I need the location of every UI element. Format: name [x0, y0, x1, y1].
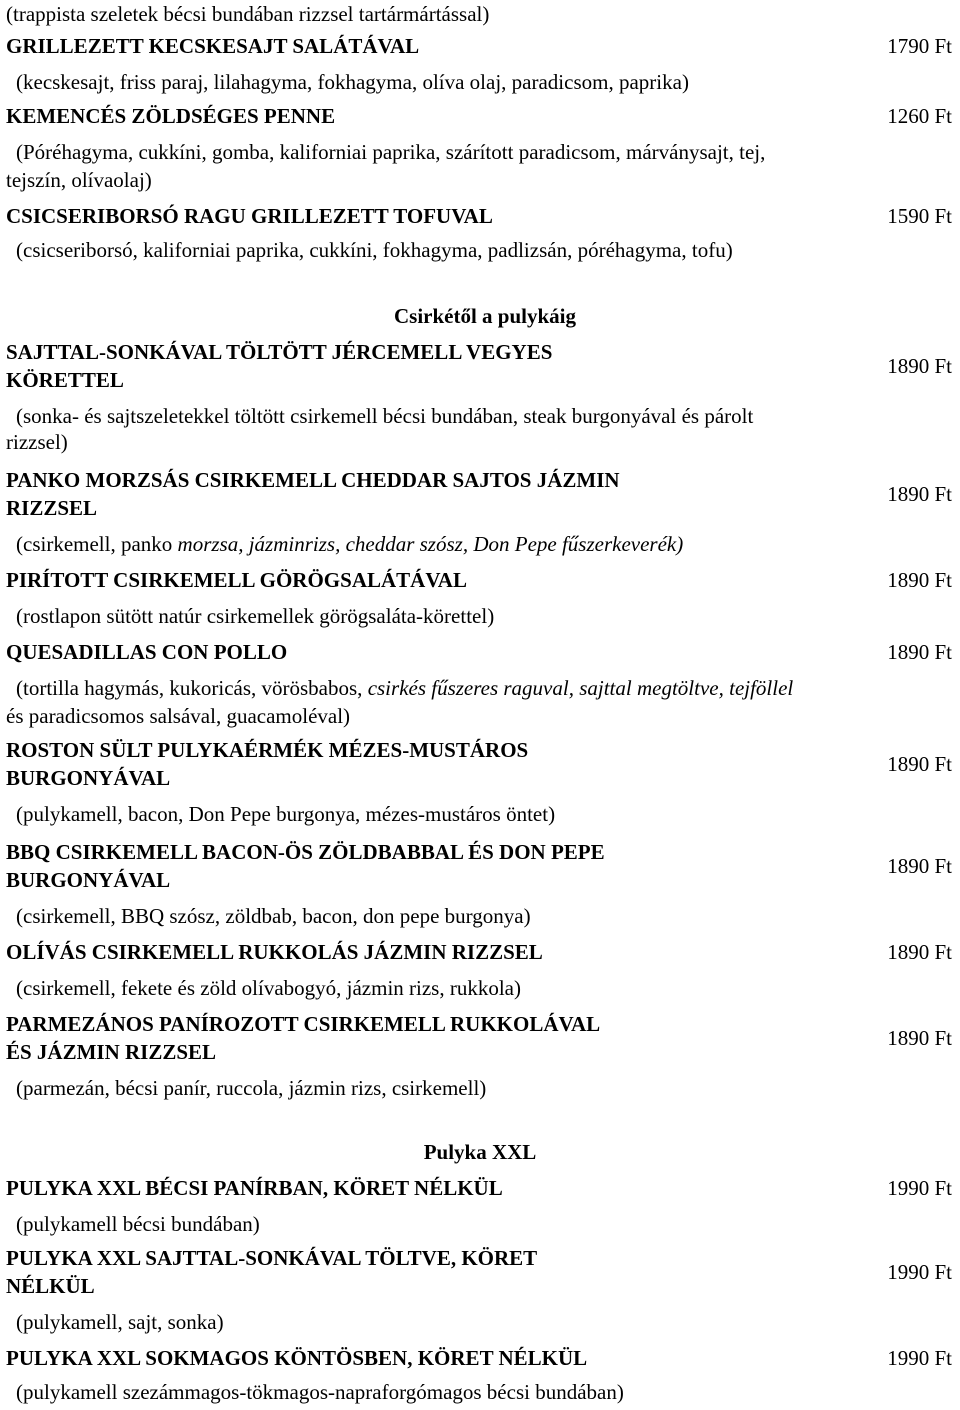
- dish-name: OLÍVÁS CSIRKEMELL RUKKOLÁS JÁZMIN RIZZSEL: [6, 940, 543, 964]
- dish-name: KEMENCÉS ZÖLDSÉGES PENNE: [6, 104, 336, 128]
- item-description: (sonka- és sajtszeletekkel töltött csirkemell bécsi bundában, steak burgonyával és párolt: [16, 404, 754, 428]
- dish-name: QUESADILLAS CON POLLO: [6, 640, 288, 664]
- item-description: [16, 674, 793, 702]
- dish-name: PIRÍTOTT CSIRKEMELL GÖRÖGSALÁTÁVAL: [6, 568, 467, 592]
- dish-price: 1890 Ft: [887, 940, 952, 964]
- item-description: [16, 530, 683, 558]
- dish-price: 1590 Ft: [887, 204, 952, 228]
- dish-price: 1890 Ft: [887, 1026, 952, 1050]
- dish-name: ROSTON SÜLT PULYKAÉRMÉK MÉZES-MUSTÁROS: [6, 738, 529, 762]
- item-description: (parmezán, bécsi panír, ruccola, jázmin rizs, csirkemell): [16, 1076, 487, 1100]
- dish-name: BBQ CSIRKEMELL BACON-ÖS ZÖLDBABBAL ÉS DON PEPE: [6, 840, 605, 864]
- section-heading: Pulyka XXL: [423, 1140, 537, 1164]
- dish-name: KÖRETTEL: [6, 368, 124, 392]
- item-description: (csicseriborsó, kaliforniai paprika, cukkíni, fokhagyma, padlizsán, póréhagyma, tofu): [16, 238, 733, 262]
- dish-price: 1990 Ft: [887, 1260, 952, 1284]
- item-description: (kecskesajt, friss paraj, lilahagyma, fokhagyma, olíva olaj, paradicsom, paprika): [16, 70, 689, 94]
- dish-price: 1890 Ft: [887, 854, 952, 878]
- item-description: (trappista szeletek bécsi bundában rizzsel tartármártással): [6, 2, 490, 26]
- item-description: (rostlapon sütött natúr csirkemellek görögsaláta-körettel): [16, 604, 495, 628]
- item-description: (pulykamell szezámmagos-tökmagos-napraforgómagos bécsi bundában): [16, 1380, 624, 1404]
- dish-name: RIZZSEL: [6, 496, 98, 520]
- desc-part: (tortilla hagymás, kukoricás, vörösbabos,: [16, 676, 368, 700]
- dish-name: BURGONYÁVAL: [6, 868, 171, 892]
- item-description: rizzsel): [6, 430, 68, 454]
- dish-price: 1890 Ft: [887, 752, 952, 776]
- dish-name: PULYKA XXL BÉCSI PANÍRBAN, KÖRET NÉLKÜL: [6, 1176, 503, 1200]
- item-description: (csirkemell, BBQ szósz, zöldbab, bacon, don pepe burgonya): [16, 904, 531, 928]
- dish-name: PARMEZÁNOS PANÍROZOTT CSIRKEMELL RUKKOLÁVAL: [6, 1012, 601, 1036]
- dish-price: 1260 Ft: [887, 104, 952, 128]
- item-description: (pulykamell, bacon, Don Pepe burgonya, mézes-mustáros öntet): [16, 802, 556, 826]
- dish-name: CSICSERIBORSÓ RAGU GRILLEZETT TOFUVAL: [6, 204, 493, 228]
- dish-price: 1890 Ft: [887, 354, 952, 378]
- dish-price: 1790 Ft: [887, 34, 952, 58]
- item-description: tejszín, olívaolaj): [6, 168, 152, 192]
- section-heading: Csirkétől a pulykáig: [393, 304, 577, 328]
- desc-part-italic: csirkés fűszeres raguval, sajttal megtöltve, tejföllel: [367, 676, 794, 700]
- desc-part: (csirkemell, panko: [16, 532, 178, 556]
- dish-price: 1990 Ft: [887, 1176, 952, 1200]
- dish-price: 1890 Ft: [887, 568, 952, 592]
- item-description: (pulykamell, sajt, sonka): [16, 1310, 224, 1334]
- dish-price: 1890 Ft: [887, 482, 952, 506]
- dish-price: 1990 Ft: [887, 1346, 952, 1370]
- dish-name: ÉS JÁZMIN RIZZSEL: [6, 1040, 217, 1064]
- dish-name: PULYKA XXL SAJTTAL-SONKÁVAL TÖLTVE, KÖRET: [6, 1246, 538, 1270]
- dish-price: 1890 Ft: [887, 640, 952, 664]
- item-description: és paradicsomos salsával, guacamoléval): [6, 704, 351, 728]
- item-description: (pulykamell bécsi bundában): [16, 1212, 260, 1236]
- dish-name: NÉLKÜL: [6, 1274, 95, 1298]
- dish-name: GRILLEZETT KECSKESAJT SALÁTÁVAL: [6, 34, 420, 58]
- dish-name: PANKO MORZSÁS CSIRKEMELL CHEDDAR SAJTOS JÁZMIN: [6, 468, 620, 492]
- dish-name: BURGONYÁVAL: [6, 766, 171, 790]
- dish-name: SAJTTAL-SONKÁVAL TÖLTÖTT JÉRCEMELL VEGYES: [6, 340, 553, 364]
- dish-name: PULYKA XXL SOKMAGOS KÖNTÖSBEN, KÖRET NÉLKÜL: [6, 1346, 588, 1370]
- item-description: (Póréhagyma, cukkíni, gomba, kaliforniai paprika, szárított paradicsom, márványsajt, tej,: [16, 140, 766, 164]
- desc-part-italic: morzsa, jázminrizs, cheddar szósz, Don Pepe fűszerkeverék): [177, 532, 684, 556]
- item-description: (csirkemell, fekete és zöld olívabogyó, jázmin rizs, rukkola): [16, 976, 521, 1000]
